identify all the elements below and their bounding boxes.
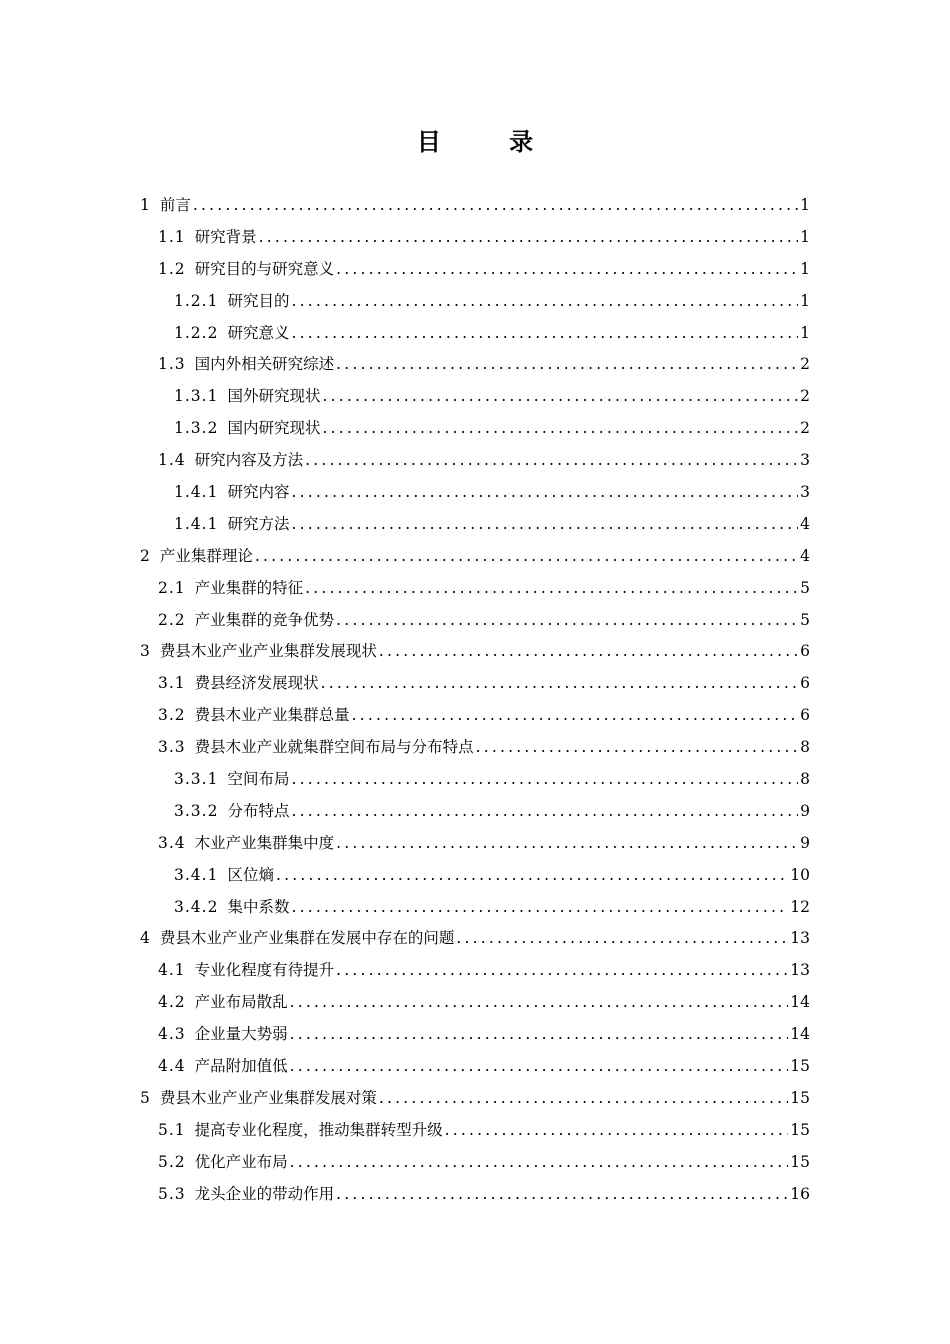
toc-page-number: 14 xyxy=(790,1025,810,1044)
toc-page-number: 6 xyxy=(800,674,810,693)
toc-page-number: 2 xyxy=(800,355,810,374)
toc-entry-title: 区位熵 xyxy=(227,865,274,884)
toc-entry-title: 研究背景 xyxy=(194,227,257,246)
toc-entry-title: 国外研究现状 xyxy=(227,387,321,406)
toc-entry[interactable] xyxy=(140,958,810,990)
toc-page-number: 9 xyxy=(800,801,810,820)
toc-entry-number: 4.2 xyxy=(158,993,186,1012)
toc-entry-title: 专业化程度有待提升 xyxy=(194,961,335,980)
toc-page-number: 10 xyxy=(790,865,810,884)
toc-entry[interactable] xyxy=(140,544,810,576)
toc-entry-number: 3.3.2 xyxy=(174,801,219,820)
toc-entry-number: 5 xyxy=(140,1088,151,1107)
toc-dot-leader xyxy=(336,611,798,629)
toc-entry[interactable] xyxy=(140,576,810,608)
toc-entry-title: 国内研究现状 xyxy=(227,419,321,438)
toc-page-number: 1 xyxy=(800,323,810,342)
toc-dot-leader xyxy=(336,355,798,373)
toc-entry-number: 5.1 xyxy=(158,1120,186,1139)
toc-dot-leader xyxy=(476,738,798,756)
toc-dot-leader xyxy=(276,866,788,884)
toc-dot-leader xyxy=(291,898,788,916)
toc-entry[interactable] xyxy=(140,1182,810,1214)
toc-entry[interactable] xyxy=(140,703,810,735)
toc-entry[interactable] xyxy=(140,671,810,703)
toc-dot-leader xyxy=(291,515,798,533)
toc-entry-number: 5.3 xyxy=(158,1184,186,1203)
toc-page-number: 12 xyxy=(790,897,810,916)
toc-entry-title: 研究目的 xyxy=(227,291,290,310)
toc-entry[interactable] xyxy=(140,1054,810,1086)
toc-dot-leader xyxy=(291,324,798,342)
toc-entry-number: 1.1 xyxy=(158,227,186,246)
toc-entry[interactable] xyxy=(140,512,810,544)
toc-entry[interactable] xyxy=(140,1022,810,1054)
toc-page-number: 4 xyxy=(800,546,810,565)
toc-entry[interactable] xyxy=(140,767,810,799)
toc-entry-title: 研究目的与研究意义 xyxy=(194,259,335,278)
toc-entry-title: 集中系数 xyxy=(227,897,290,916)
toc-entry[interactable] xyxy=(140,480,810,512)
toc-entry-title: 费县木业产业产业集群在发展中存在的问题 xyxy=(159,929,455,948)
toc-entry-number: 1.4.1 xyxy=(174,483,219,502)
toc-entry-title: 研究意义 xyxy=(227,323,290,342)
toc-entry[interactable] xyxy=(140,193,810,225)
toc-dot-leader xyxy=(291,802,798,820)
toc-entry-title: 前言 xyxy=(159,196,191,214)
toc-entry-number: 1.4 xyxy=(158,451,186,470)
toc-entry-title: 龙头企业的带动作用 xyxy=(194,1184,335,1203)
toc-dot-leader xyxy=(259,228,798,246)
toc-entry-number: 3.3 xyxy=(158,738,186,757)
toc-dot-leader xyxy=(336,834,798,852)
toc-entry-title: 研究内容 xyxy=(227,483,290,502)
toc-dot-leader xyxy=(193,196,798,214)
toc-dot-leader xyxy=(379,1089,788,1107)
toc-dot-leader xyxy=(290,1153,789,1171)
toc-page-number: 15 xyxy=(790,1057,810,1076)
toc-entry[interactable] xyxy=(140,735,810,767)
toc-dot-leader xyxy=(290,1057,789,1075)
toc-entry-title: 研究方法 xyxy=(227,514,290,533)
toc-entry[interactable] xyxy=(140,1118,810,1150)
toc-page-number: 8 xyxy=(800,738,810,757)
toc-entry-number: 3.1 xyxy=(158,674,186,693)
toc-dot-leader xyxy=(321,674,798,692)
toc-entry[interactable] xyxy=(140,1150,810,1182)
toc-dot-leader xyxy=(305,451,798,469)
toc-entry[interactable] xyxy=(140,384,810,416)
toc-entry[interactable] xyxy=(140,448,810,480)
toc-title: 目 录 xyxy=(416,128,564,156)
toc-entry-number: 3.4.1 xyxy=(174,865,219,884)
toc-entry-title: 费县木业产业产业集群发展对策 xyxy=(159,1088,377,1107)
toc-entry-title: 提高专业化程度，推动集群转型升级 xyxy=(194,1120,443,1139)
toc-entry-title: 企业量大势弱 xyxy=(194,1025,288,1044)
toc-entry-number: 4.3 xyxy=(158,1025,186,1044)
toc-dot-leader xyxy=(322,387,798,405)
toc-page-number: 4 xyxy=(800,514,810,533)
toc-page-number: 9 xyxy=(800,833,810,852)
toc-entry-number: 2.2 xyxy=(158,610,186,629)
toc-entry[interactable] xyxy=(140,863,810,895)
toc-page-number: 2 xyxy=(800,387,810,406)
toc-entry-number: 1.2.1 xyxy=(174,291,219,310)
toc-entry[interactable] xyxy=(140,352,810,384)
toc-page-number: 5 xyxy=(800,610,810,629)
toc-page-number: 13 xyxy=(790,961,810,980)
toc-entry-number: 3.4 xyxy=(158,833,186,852)
toc-entry-title: 分布特点 xyxy=(227,801,290,820)
toc-page-number: 1 xyxy=(800,196,810,214)
toc-entry[interactable] xyxy=(140,831,810,863)
toc-dot-leader xyxy=(291,292,798,310)
toc-dot-leader xyxy=(290,1025,789,1043)
toc-entry-title: 空间布局 xyxy=(227,770,290,789)
toc-page-number: 14 xyxy=(790,993,810,1012)
toc-entry[interactable] xyxy=(140,639,810,671)
toc-entry-number: 1.4.1 xyxy=(174,514,219,533)
toc-entry-title: 产业集群的竞争优势 xyxy=(194,610,335,629)
toc-dot-leader xyxy=(255,547,798,565)
toc-entry[interactable] xyxy=(140,608,810,640)
toc-dot-leader xyxy=(456,929,788,947)
toc-dot-leader xyxy=(305,579,798,597)
toc-page-number: 1 xyxy=(800,259,810,278)
toc-entry-title: 费县木业产业就集群空间布局与分布特点 xyxy=(194,738,474,757)
toc-entry-title: 产业集群的特征 xyxy=(194,578,304,597)
toc-entry-title: 国内外相关研究综述 xyxy=(194,355,335,374)
toc-dot-leader xyxy=(352,706,798,724)
toc-dot-leader xyxy=(379,642,798,660)
toc-entry[interactable] xyxy=(140,895,810,927)
toc-entry-title: 优化产业布局 xyxy=(194,1152,288,1171)
toc-entry[interactable] xyxy=(140,257,810,289)
table-of-contents xyxy=(140,193,810,1214)
toc-entry-number: 2.1 xyxy=(158,578,186,597)
toc-page-number: 3 xyxy=(800,483,810,502)
toc-page-number: 15 xyxy=(790,1152,810,1171)
toc-page-number: 16 xyxy=(790,1184,810,1203)
toc-entry[interactable] xyxy=(140,926,810,958)
toc-page-number: 5 xyxy=(800,578,810,597)
toc-entry-title: 产业布局散乱 xyxy=(194,993,288,1012)
toc-page-number: 15 xyxy=(790,1120,810,1139)
toc-dot-leader xyxy=(290,993,789,1011)
toc-page-number: 1 xyxy=(800,227,810,246)
toc-dot-leader xyxy=(291,770,798,788)
toc-entry[interactable] xyxy=(140,321,810,353)
toc-page-number: 3 xyxy=(800,451,810,470)
toc-entry-number: 1.2 xyxy=(158,259,186,278)
toc-entry-number: 1 xyxy=(140,196,151,214)
toc-entry-title: 木业产业集群集中度 xyxy=(194,833,335,852)
toc-entry-title: 产业集群理论 xyxy=(159,546,253,565)
toc-dot-leader xyxy=(336,961,788,979)
toc-entry-number: 5.2 xyxy=(158,1152,186,1171)
toc-entry-number: 3 xyxy=(140,642,151,661)
toc-entry-title: 费县经济发展现状 xyxy=(194,674,319,693)
toc-entry-number: 4.1 xyxy=(158,961,186,980)
toc-page-number: 13 xyxy=(790,929,810,948)
toc-page-number: 6 xyxy=(800,706,810,725)
toc-page-number: 1 xyxy=(800,291,810,310)
toc-page-number: 8 xyxy=(800,770,810,789)
toc-dot-leader xyxy=(336,1185,788,1203)
toc-page-number: 6 xyxy=(800,642,810,661)
toc-entry[interactable] xyxy=(140,416,810,448)
toc-dot-leader xyxy=(322,419,798,437)
toc-entry-number: 1.2.2 xyxy=(174,323,219,342)
toc-entry[interactable] xyxy=(140,1086,810,1118)
toc-entry-title: 研究内容及方法 xyxy=(194,451,304,470)
toc-entry-number: 2 xyxy=(140,546,151,565)
toc-entry[interactable] xyxy=(140,289,810,321)
toc-entry-number: 3.2 xyxy=(158,706,186,725)
toc-entry-title: 产品附加值低 xyxy=(194,1057,288,1076)
toc-entry-number: 1.3.2 xyxy=(174,419,219,438)
toc-dot-leader xyxy=(336,260,798,278)
toc-entry-number: 1.3.1 xyxy=(174,387,219,406)
toc-entry[interactable] xyxy=(140,799,810,831)
toc-entry-title: 费县木业产业集群总量 xyxy=(194,706,350,725)
toc-entry-number: 1.3 xyxy=(158,355,186,374)
toc-page-number: 2 xyxy=(800,419,810,438)
toc-page-number: 15 xyxy=(790,1088,810,1107)
toc-entry-number: 3.3.1 xyxy=(174,770,219,789)
toc-dot-leader xyxy=(291,483,798,501)
toc-dot-leader xyxy=(445,1121,789,1139)
toc-entry-number: 4.4 xyxy=(158,1057,186,1076)
toc-entry[interactable] xyxy=(140,225,810,257)
toc-entry-number: 4 xyxy=(140,929,151,948)
toc-entry[interactable] xyxy=(140,990,810,1022)
toc-entry-number: 3.4.2 xyxy=(174,897,219,916)
toc-entry-title: 费县木业产业产业集群发展现状 xyxy=(159,642,377,661)
